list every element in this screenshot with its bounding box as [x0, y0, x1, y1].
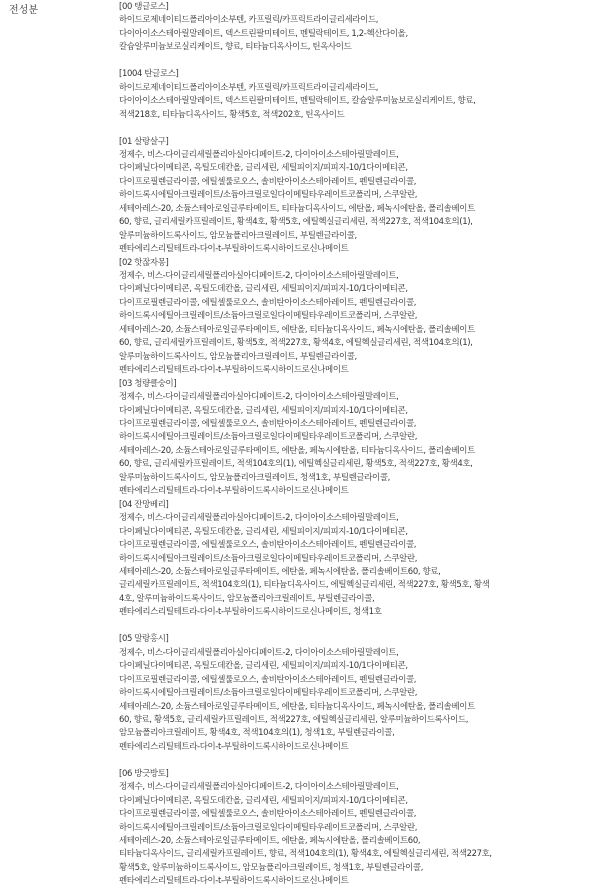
product-name: [02 핫잖자몽]	[119, 256, 169, 267]
ingredient-line: 정제수, 비스-다이글리세릴폴리아실아디페이트-2, 다이아이소스테아릴말레이트,	[119, 391, 399, 402]
ingredient-line: 세테아레스-20, 소듐스테아로일글루타메이트, 에탄올, 티타늄디옥사이드, 페녹시에탄올, 폴리솔베이트	[119, 700, 475, 711]
ingredient-line: 다이페닐다이메티콘, 옥틸도데칸올, 글리세린, 세틸피이지/피피지-10/1다이메티콘,	[119, 162, 408, 173]
ingredient-line: 펜타에리스리틸테트라-다이-t-부틸하이드록시하이드로신나메이트	[119, 243, 349, 254]
ingredient-section	[119, 256, 589, 377]
ingredient-line: 정제수, 비스-다이글리세릴폴리아실아디페이트-2, 다이아이소스테아릴말레이트,	[119, 148, 399, 159]
ingredient-line: 하이드록시에틸아크릴레이트/소듐아크릴로일다이메틸타우레이트코폴리머, 스쿠알란,	[119, 821, 418, 832]
ingredient-section	[119, 377, 589, 498]
ingredient-line: 60, 향료, 황색5호, 글리세릴카프릴레이트, 적색227호, 에틸헥실글리세린, 알루미늄하이드록사이드,	[119, 713, 469, 724]
ingredient-line: 다이페닐다이메티콘, 옥틸도데칸올, 글리세린, 세틸피이지/피피지-10/1다이메티콘,	[119, 404, 408, 415]
ingredients-list	[119, 0, 589, 888]
ingredient-line: 다이프로필렌글라이콜, 에틸셀룰로오스, 솔비탄아이소스테아레이트, 펜틸렌글라이콜,	[119, 418, 417, 429]
product-name: [04 잔망베리]	[119, 498, 169, 509]
ingredient-section	[119, 498, 589, 619]
ingredient-line: 알루미늄하이드록사이드, 암모늄폴리아크릴레이트, 부틸렌글라이콜,	[119, 350, 357, 361]
ingredient-section	[119, 632, 589, 753]
product-name: [03 청량클숭이]	[119, 377, 177, 388]
ingredient-line: 황색5호, 알루미늄하이드록사이드, 암모늄폴리아크릴레이트, 청색1호, 부틸렌글라이콜,	[119, 861, 424, 872]
ingredient-section	[119, 67, 589, 121]
ingredient-line: 펜타에리스리틸테트라-다이-t-부틸하이드록시하이드로신나메이트	[119, 740, 349, 751]
ingredient-line: 티타늄디옥사이드, 글리세릴카프릴레이트, 향료, 적색104호의(1), 황색4호, 에틸헥실글리세린, 적색227호,	[119, 848, 492, 859]
ingredient-line: 다이프로필렌글라이콜, 에틸셀룰로오스, 솔비탄아이소스테아레이트, 펜틸렌글라이콜,	[119, 296, 417, 307]
ingredient-line: 하이드록시에틸아크릴레이트/소듐아크릴로일다이메틸타우레이트코폴리머, 스쿠알란,	[119, 687, 418, 698]
ingredient-line: 다이아이소스테아릴말레이트, 덱스트린팔미테이트, 멘틸락테이트, 1,2-헥산다이올,	[119, 27, 408, 38]
ingredient-line: 정제수, 비스-다이글리세릴폴리아실아디페이트-2, 다이아이소스테아릴말레이트,	[119, 270, 399, 281]
ingredient-line: 펜타에리스리틸테트라-다이-t-부틸하이드록시하이드로신나메이트	[119, 875, 349, 886]
ingredient-line: 적색218호, 티타늄디옥사이드, 황색5호, 적색202호, 틴옥사이드	[119, 108, 345, 119]
ingredient-line: 하이드록시에틸아크릴레이트/소듐아크릴로일다이메틸타우레이트코폴리머, 스쿠알란,	[119, 431, 418, 442]
ingredient-line: 하이드로제네이티드폴리아이소부텐, 카프릴릭/카프릭트라이글리세라이드,	[119, 14, 379, 25]
ingredient-line: 60, 향료, 글리세릴카프릴레이트, 황색5호, 적색227호, 황색4호, 에틸헥실글리세린, 적색104호의(1),	[119, 337, 473, 348]
ingredients-label: 전성분	[9, 5, 38, 16]
ingredient-line: 다이페닐다이메티콘, 옥틸도데칸올, 글리세린, 세틸피이지/피피지-10/1다이메티콘,	[119, 794, 408, 805]
ingredient-line: 다이프로필렌글라이콜, 에틸셀룰로오스, 솔비탄아이소스테아레이트, 펜틸렌글라이콜,	[119, 808, 417, 819]
ingredient-line: 세테아레스-20, 소듐스테아로일글루타메이트, 에탄올, 페녹시에탄올, 폴리솔베이트60, 향료,	[119, 566, 441, 576]
ingredient-line: 세테아레스-20, 소듐스테아로일글루타메이트, 에탄올, 페녹시에탄올, 티타늄디옥사이드, 폴리솔베이트	[119, 444, 475, 455]
ingredient-line: 4호, 알루미늄하이드록사이드, 암모늄폴리아크릴레이트, 부틸렌글라이콜,	[119, 592, 375, 603]
ingredient-line: 하이드록시에틸아크릴레이트/소듐아크릴로일다이메틸타우레이트코폴리머, 스쿠알란,	[119, 310, 418, 321]
product-name: [01 살랑살구]	[119, 135, 169, 146]
product-name: [05 말랑홍시]	[119, 633, 169, 644]
ingredient-line: 세테아레스-20, 소듐스테아로일글루타메이트, 티타늄디옥사이드, 에탄올, 페녹시에탄올, 폴리솔베이트	[119, 202, 475, 213]
ingredient-line: 펜타에리스리틸테트라-다이-t-부틸하이드록시하이드로신나메이트	[119, 485, 349, 496]
ingredient-line: 하이드록시에틸아크릴레이트/소듐아크릴로일다이메틸타우레이트코폴리머, 스쿠알란,	[119, 552, 418, 563]
ingredient-section	[119, 135, 589, 256]
ingredient-line: 칼슘알루미늄보로실리케이트, 향료, 티타늄디옥사이드, 틴옥사이드	[119, 41, 352, 52]
ingredient-line: 세테아레스-20, 소듐스테아로일글루타메이트, 에탄올, 페녹시에탄올, 폴리솔베이트60,	[119, 835, 421, 846]
ingredient-line: 암모늄폴리아크릴레이트, 황색4호, 적색104호의(1), 청색1호, 부틸렌글라이콜,	[119, 727, 395, 738]
ingredient-section	[119, 0, 589, 54]
ingredient-line: 하이드록시에틸아크릴레이트/소듐아크릴로일다이메틸타우레이트코폴리머, 스쿠알란,	[119, 189, 418, 200]
ingredient-line: 60, 향료, 글리세릴카프릴레이트, 황색4호, 황색5호, 에틸헥실글리세린, 적색227호, 적색104호의(1),	[119, 216, 473, 227]
ingredient-line: 알루미늄하이드록사이드, 암모늄폴리아크릴레이트, 부틸렌글라이콜,	[119, 229, 357, 240]
ingredient-line: 하이드로제네이티드폴리아이소부텐, 카프릴릭/카프릭트라이글리세라이드,	[119, 81, 379, 92]
product-name: [06 방긋방토]	[119, 767, 169, 778]
ingredient-line: 다이아이소스테아릴말레이트, 덱스트린팔미테이트, 멘틸락테이트, 칼슘알루미늄보로실리케이트, 향료,	[119, 95, 476, 106]
ingredient-section	[119, 767, 589, 888]
ingredient-line: 다이프로필렌글라이콜, 에틸셀룰로오스, 솔비탄아이소스테아레이트, 펜틸렌글라이콜,	[119, 175, 417, 186]
ingredient-line: 정제수, 비스-다이글리세릴폴리아실아디페이트-2, 다이아이소스테아릴말레이트,	[119, 646, 399, 657]
ingredient-line: 세테아레스-20, 소듐스테아로일글루타메이트, 에탄올, 티타늄디옥사이드, 페녹시에탄올, 폴리솔베이트	[119, 323, 475, 334]
product-name: [1004 탄글로스]	[119, 68, 179, 79]
ingredient-line: 다이페닐다이메티콘, 옥틸도데칸올, 글리세린, 세틸피이지/피피지-10/1다이메티콘,	[119, 525, 408, 536]
ingredient-line: 정제수, 비스-다이글리세릴폴리아실아디페이트-2, 다이아이소스테아릴말레이트,	[119, 512, 399, 523]
ingredient-line: 펜타에리스리틸테트라-다이-t-부틸하이드록시하이드로신나메이트, 청색1호	[119, 606, 382, 617]
ingredient-line: 다이프로필렌글라이콜, 에틸셀룰로오스, 솔비탄아이소스테아레이트, 펜틸렌글라이콜,	[119, 539, 417, 550]
ingredient-line: 60, 향료, 글리세릴카프릴레이트, 적색104호의(1), 에틸헥실글리세린, 황색5호, 적색227호, 황색4호,	[119, 458, 473, 469]
ingredient-line: 다이페닐다이메티콘, 옥틸도데칸올, 글리세린, 세틸피이지/피피지-10/1다이메티콘,	[119, 283, 408, 294]
ingredient-line: 펜타에리스리틸테트라-다이-t-부틸하이드록시하이드로신나메이트	[119, 364, 349, 375]
ingredient-line: 다이프로필렌글라이콜, 에틸셀룰로오스, 솔비탄아이소스테아레이트, 펜틸렌글라이콜,	[119, 673, 417, 684]
product-name: [00 탱글로스]	[119, 1, 169, 11]
ingredient-line: 정제수, 비스-다이글리세릴폴리아실아디페이트-2, 다이아이소스테아릴말레이트,	[119, 781, 399, 792]
ingredient-line: 알루미늄하이드록사이드, 암모늄폴리아크릴레이트, 청색1호, 부틸렌글라이콜,	[119, 471, 390, 482]
ingredient-line: 글리세릴카프릴레이트, 적색104호의(1), 티타늄디옥사이드, 에틸헥실글리세린, 적색227호, 황색5호, 황색	[119, 579, 490, 590]
ingredient-line: 다이페닐다이메티콘, 옥틸도데칸올, 글리세린, 세틸피이지/피피지-10/1다이메티콘,	[119, 660, 408, 671]
